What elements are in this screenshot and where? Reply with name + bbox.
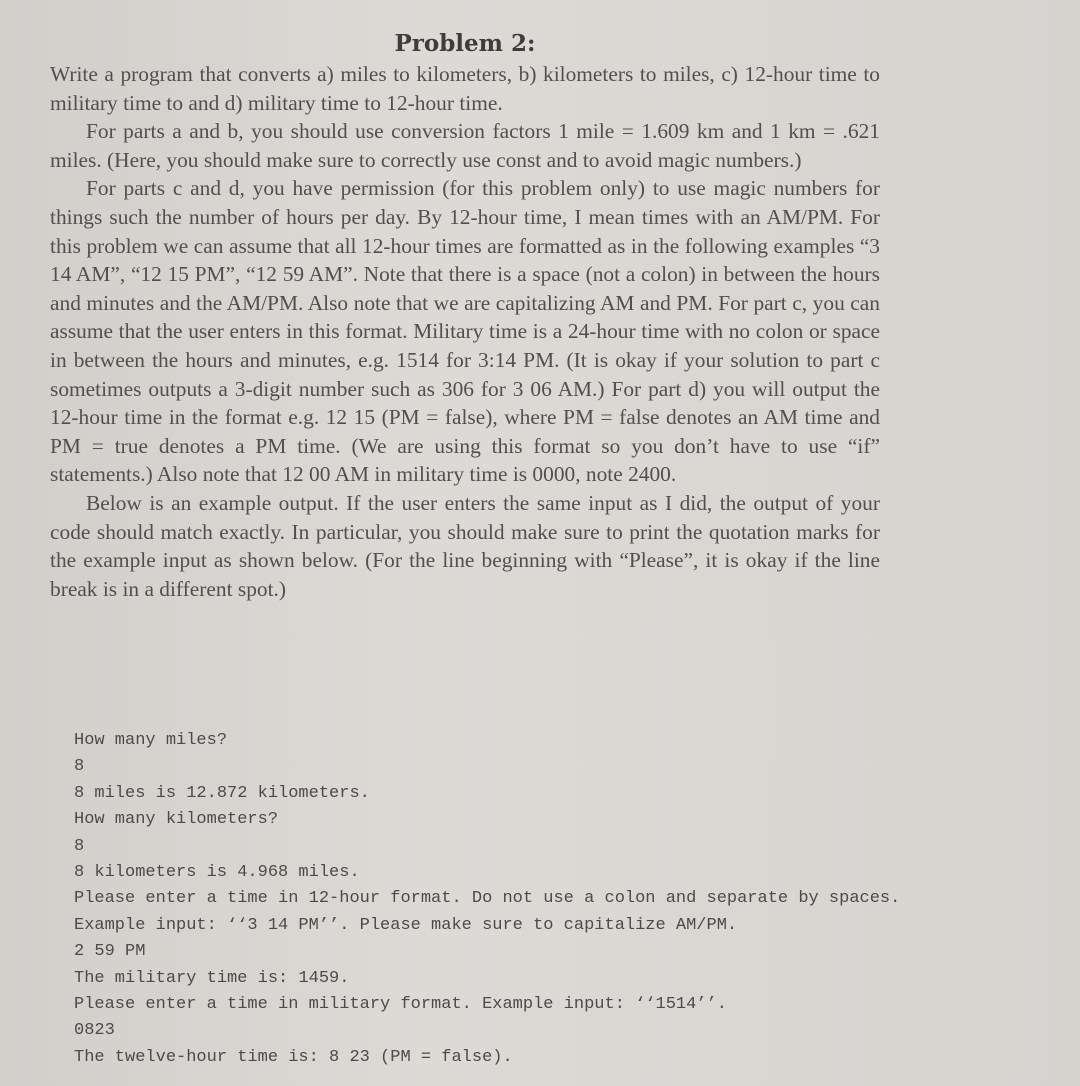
- output-line-result-military: The military time is: 1459.: [74, 968, 350, 988]
- paragraph-example-note: Below is an example output. If the user enters the same input as I did, the output of your code should match exactly. In particular, you should make sure to print the quotation marks for the example input as shown below. (For the line beginning with “Please”, it is okay if the line break is in a different spot.): [50, 490, 880, 601]
- output-line-input-miles: 8: [74, 757, 85, 777]
- output-line-result-miles: 8 kilometers is 4.968 miles.: [74, 863, 360, 883]
- paragraph-parts-c-d: For parts c and d, you have permission (for this problem only) to use magic numbers for things such the number of hours per day. By 12-hour time, I mean times with an AM/PM. For this problem we can assume that all 12-hour times are formatted as in the following examples “3 14 AM”, “12 15 PM”, “12 59 AM”. Note that there is a space (not a colon) in between the hours and minutes and the AM/PM. Also note that we are capitalizing AM and PM. For part c, you can assume that the user enters in this format. Military time is a 24-hour time with no colon or space in between the hours and minutes, e.g. 1514 for 3:14 PM. (It is okay if your solution to part c sometimes outputs a 3-digit number such as 306 for 3 06 AM.) For part d) you will output the 12-hour time in the format e.g. 12 15 (PM = false), where PM = false denotes an AM time and PM = true denotes a PM time. (We are using this format so you don’t have to use “if” statements.) Also note that 12 00 AM in military time is 0000, note 2400.: [50, 176, 880, 487]
- output-line-prompt-km: How many kilometers?: [74, 810, 279, 830]
- problem-title: Problem 2:: [394, 30, 536, 57]
- output-line-example-12hour: Example input: ‘‘3 14 PM’’. Please make sure to capitalize AM/PM.: [74, 915, 738, 935]
- example-output-block: [74, 728, 1064, 1071]
- output-line-input-km: 8: [74, 836, 85, 856]
- output-line-result-12hour: The twelve-hour time is: 8 23 (PM = false).: [74, 1047, 513, 1067]
- output-line-prompt-military: Please enter a time in military format. Example input: ‘‘1514’’.: [74, 995, 727, 1015]
- problem-statement: [50, 60, 880, 603]
- paragraph-parts-a-b: For parts a and b, you should use conversion factors 1 mile = 1.609 km and 1 km = .621 miles. (Here, you should make sure to correctly use const and to avoid magic numbers.): [50, 119, 880, 172]
- output-line-prompt-miles: How many miles?: [74, 731, 228, 750]
- output-line-prompt-12hour: Please enter a time in 12-hour format. Do not use a colon and separate by spaces.: [74, 889, 901, 909]
- output-line-result-km: 8 miles is 12.872 kilometers.: [74, 783, 370, 803]
- paragraph-intro: Write a program that converts a) miles to kilometers, b) kilometers to miles, c) 12-hour time to military time to and d) military time to 12-hour time.: [50, 62, 880, 115]
- output-line-input-12hour: 2 59 PM: [74, 942, 146, 962]
- output-line-input-military: 0823: [74, 1021, 115, 1041]
